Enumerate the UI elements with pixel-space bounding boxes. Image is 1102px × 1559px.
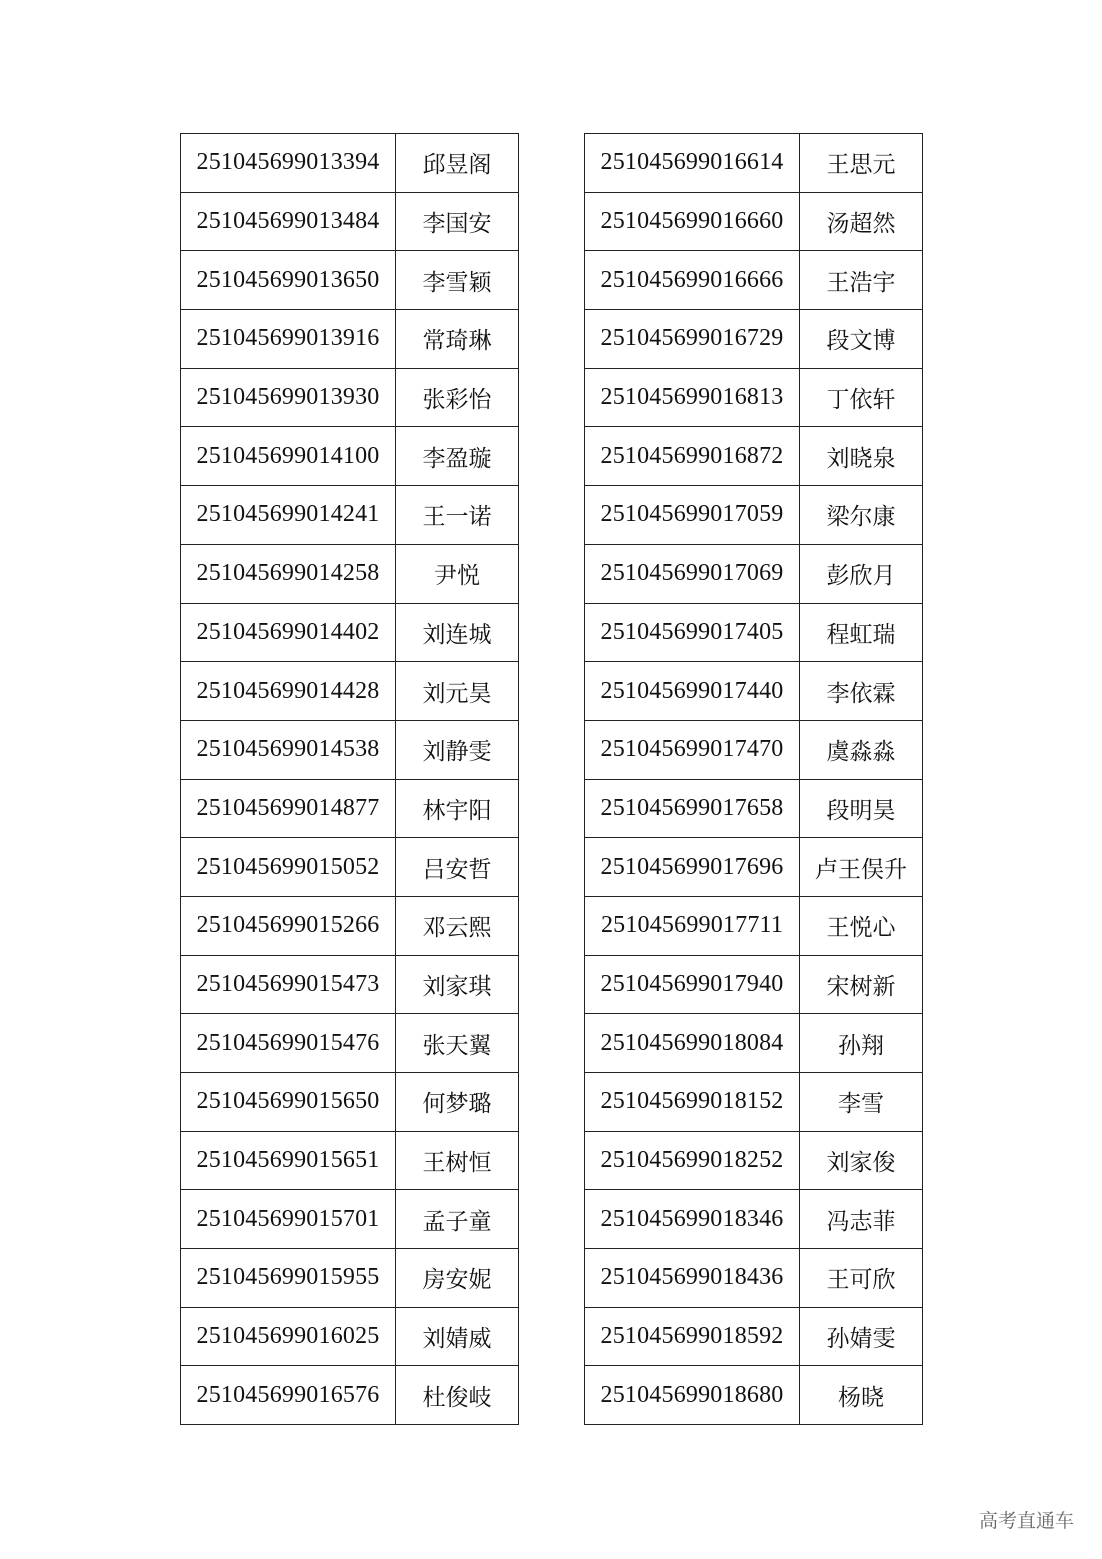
table-row: [585, 1307, 923, 1366]
table-row: [585, 1366, 923, 1425]
table-row: [181, 486, 519, 545]
candidate-name: 虞淼淼: [800, 720, 923, 779]
table-row: [585, 1014, 923, 1073]
candidate-id: 251045699013916: [181, 310, 396, 369]
candidate-name: 刘连城: [396, 603, 519, 662]
candidate-name: 冯志菲: [800, 1190, 923, 1249]
table-row: [585, 486, 923, 545]
table-row: [181, 896, 519, 955]
candidate-id: 251045699014428: [181, 662, 396, 721]
candidate-id: 251045699016729: [585, 310, 800, 369]
table-row: [181, 310, 519, 369]
candidate-name: 刘静雯: [396, 720, 519, 779]
table-row: [585, 192, 923, 251]
candidate-id: 251045699013930: [181, 368, 396, 427]
candidate-id: 251045699013394: [181, 134, 396, 193]
table-row: [585, 838, 923, 897]
candidate-id: 251045699014100: [181, 427, 396, 486]
candidate-id: 251045699017658: [585, 779, 800, 838]
table-row: [585, 368, 923, 427]
table-row: [181, 779, 519, 838]
candidate-id: 251045699014877: [181, 779, 396, 838]
candidate-name: 邓云熙: [396, 896, 519, 955]
candidate-name: 吕安哲: [396, 838, 519, 897]
candidate-id: 251045699017405: [585, 603, 800, 662]
candidate-name: 张彩怡: [396, 368, 519, 427]
table-row: [585, 896, 923, 955]
candidate-name: 孙翔: [800, 1014, 923, 1073]
candidate-id: 251045699018152: [585, 1073, 800, 1132]
candidate-name: 杨晓: [800, 1366, 923, 1425]
candidate-id: 251045699015476: [181, 1014, 396, 1073]
candidate-name: 刘家俊: [800, 1131, 923, 1190]
candidate-name: 梁尔康: [800, 486, 923, 545]
table-row: [585, 1073, 923, 1132]
table-row: [181, 134, 519, 193]
candidate-id: 251045699015955: [181, 1249, 396, 1308]
candidate-id: 251045699015052: [181, 838, 396, 897]
candidate-id: 251045699018436: [585, 1249, 800, 1308]
candidate-name: 杜俊岐: [396, 1366, 519, 1425]
candidate-name: 王树恒: [396, 1131, 519, 1190]
candidate-id: 251045699014402: [181, 603, 396, 662]
candidate-name: 程虹瑞: [800, 603, 923, 662]
table-row: [181, 1073, 519, 1132]
table-row: [181, 427, 519, 486]
table-row: [585, 955, 923, 1014]
table-row: [585, 251, 923, 310]
table-row: [181, 1131, 519, 1190]
candidate-id: 251045699017440: [585, 662, 800, 721]
table-row: [585, 427, 923, 486]
candidate-name: 汤超然: [800, 192, 923, 251]
candidate-name: 李国安: [396, 192, 519, 251]
table-row: [181, 192, 519, 251]
candidate-name: 李依霖: [800, 662, 923, 721]
table-row: [181, 1307, 519, 1366]
candidate-name: 彭欣月: [800, 544, 923, 603]
candidate-name: 王浩宇: [800, 251, 923, 310]
candidate-id: 251045699017069: [585, 544, 800, 603]
candidate-id: 251045699017470: [585, 720, 800, 779]
table-row: [585, 1249, 923, 1308]
table-row: [181, 1014, 519, 1073]
candidate-id: 251045699017696: [585, 838, 800, 897]
table-row: [585, 1190, 923, 1249]
candidate-id: 251045699018346: [585, 1190, 800, 1249]
candidate-id: 251045699016660: [585, 192, 800, 251]
candidate-id: 251045699016872: [585, 427, 800, 486]
candidate-name: 李盈璇: [396, 427, 519, 486]
candidate-name: 李雪: [800, 1073, 923, 1132]
candidate-id: 251045699013650: [181, 251, 396, 310]
candidate-name: 孙婧雯: [800, 1307, 923, 1366]
candidate-id: 251045699014538: [181, 720, 396, 779]
candidate-name: 王思元: [800, 134, 923, 193]
table-row: [181, 838, 519, 897]
candidate-name: 刘元昊: [396, 662, 519, 721]
candidate-id: 251045699016666: [585, 251, 800, 310]
table-row: [585, 720, 923, 779]
candidate-id: 251045699018592: [585, 1307, 800, 1366]
candidate-id: 251045699016576: [181, 1366, 396, 1425]
candidate-name: 丁依轩: [800, 368, 923, 427]
roster-table-left: [180, 133, 519, 1425]
candidate-name: 王可欣: [800, 1249, 923, 1308]
candidate-id: 251045699015701: [181, 1190, 396, 1249]
table-row: [181, 1366, 519, 1425]
table-row: [585, 544, 923, 603]
candidate-id: 251045699015650: [181, 1073, 396, 1132]
table-row: [585, 310, 923, 369]
candidate-id: 251045699018084: [585, 1014, 800, 1073]
table-row: [181, 720, 519, 779]
candidate-id: 251045699014241: [181, 486, 396, 545]
candidate-id: 251045699017059: [585, 486, 800, 545]
candidate-id: 251045699015473: [181, 955, 396, 1014]
candidate-name: 王一诺: [396, 486, 519, 545]
table-row: [181, 251, 519, 310]
table-row: [181, 1249, 519, 1308]
candidate-name: 段文博: [800, 310, 923, 369]
candidate-name: 林宇阳: [396, 779, 519, 838]
candidate-id: 251045699018680: [585, 1366, 800, 1425]
table-row: [585, 662, 923, 721]
candidate-name: 房安妮: [396, 1249, 519, 1308]
table-row: [181, 544, 519, 603]
table-row: [181, 955, 519, 1014]
table-row: [181, 1190, 519, 1249]
candidate-name: 刘婧威: [396, 1307, 519, 1366]
candidate-id: 251045699017711: [585, 896, 800, 955]
candidate-name: 尹悦: [396, 544, 519, 603]
candidate-name: 刘家琪: [396, 955, 519, 1014]
table-row: [181, 368, 519, 427]
candidate-name: 何梦璐: [396, 1073, 519, 1132]
table-row: [585, 779, 923, 838]
candidate-id: 251045699016614: [585, 134, 800, 193]
candidate-id: 251045699015266: [181, 896, 396, 955]
table-row: [585, 134, 923, 193]
candidate-name: 常琦琳: [396, 310, 519, 369]
candidate-name: 王悦心: [800, 896, 923, 955]
candidate-id: 251045699016813: [585, 368, 800, 427]
candidate-name: 段明昊: [800, 779, 923, 838]
table-row: [181, 662, 519, 721]
candidate-id: 251045699013484: [181, 192, 396, 251]
candidate-id: 251045699018252: [585, 1131, 800, 1190]
candidate-name: 李雪颖: [396, 251, 519, 310]
candidate-id: 251045699014258: [181, 544, 396, 603]
candidate-name: 刘晓泉: [800, 427, 923, 486]
candidate-name: 邱昱阁: [396, 134, 519, 193]
candidate-id: 251045699016025: [181, 1307, 396, 1366]
candidate-name: 卢王俣升: [800, 838, 923, 897]
watermark: 高考直通车: [978, 1510, 1074, 1532]
roster-table-right: [584, 133, 923, 1425]
candidate-id: 251045699017940: [585, 955, 800, 1014]
candidate-name: 孟子童: [396, 1190, 519, 1249]
table-row: [585, 1131, 923, 1190]
table-row: [181, 603, 519, 662]
table-row: [585, 603, 923, 662]
candidate-name: 张天翼: [396, 1014, 519, 1073]
candidate-name: 宋树新: [800, 955, 923, 1014]
candidate-id: 251045699015651: [181, 1131, 396, 1190]
